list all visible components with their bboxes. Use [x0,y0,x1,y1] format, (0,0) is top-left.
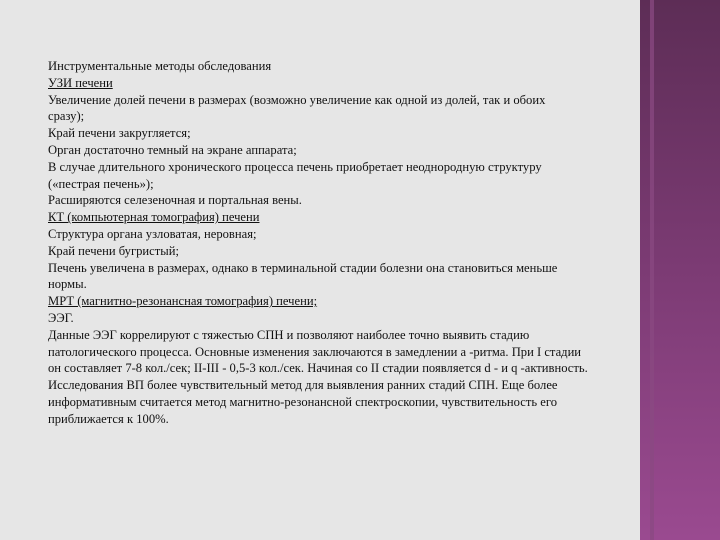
text-line: Структура органа узловатая, неровная; [48,226,257,241]
text-line: Орган достаточно темный на экране аппарата; [48,142,297,157]
text-line: Край печени бугристый; [48,243,179,258]
text-line: Расширяются селезеночная и портальная вены. [48,193,302,208]
text-line: приближается к 100%. [48,411,169,426]
text-line: Край печени закругляется; [48,126,191,141]
text-line: он составляет 7-8 кол./сек; II-III - 0,5-3 кол./сек. Начиная со II стадии появляется d - и q -активность. [48,361,588,376]
heading-line: Инструментальные методы обследования [48,59,272,73]
text-line: В случае длительного хронического процесса печень приобретает неоднородную структуру [48,159,542,174]
text-line: нормы. [48,277,87,292]
section-heading-mrt: МРТ (магнитно-резонансная томография) печени; [48,294,318,309]
text-line: Увеличение долей печени в размерах (возможно увеличение как одной из долей, так и обоих [48,92,546,107]
slide-text [48,58,648,428]
section-heading-kt: КТ (компьютерная томография) печени [48,210,260,225]
text-line: Печень увеличена в размерах, однако в терминальной стадии болезни она становиться меньше [48,260,558,275]
section-heading-uzi: УЗИ печени [48,75,113,90]
text-line: Данные ЭЭГ коррелируют с тяжестью СПН и позволяют наиболее точно выявить стадию [48,327,530,342]
text-line: ЭЭГ. [48,310,74,325]
text-line: («пестрая печень»); [48,176,154,191]
side-band-stripe [650,0,654,540]
decorative-side-band [640,0,720,540]
text-line: информативным считается метод магнитно-резонансной спектроскопии, чувствительность его [48,394,557,409]
text-line: Исследования ВП более чувствительный метод для выявления ранних стадий СПН. Еще более [48,378,558,393]
text-line: сразу); [48,109,85,124]
text-line: патологического процесса. Основные изменения заключаются в замедлении а -ритма. При I стадии [48,344,582,359]
